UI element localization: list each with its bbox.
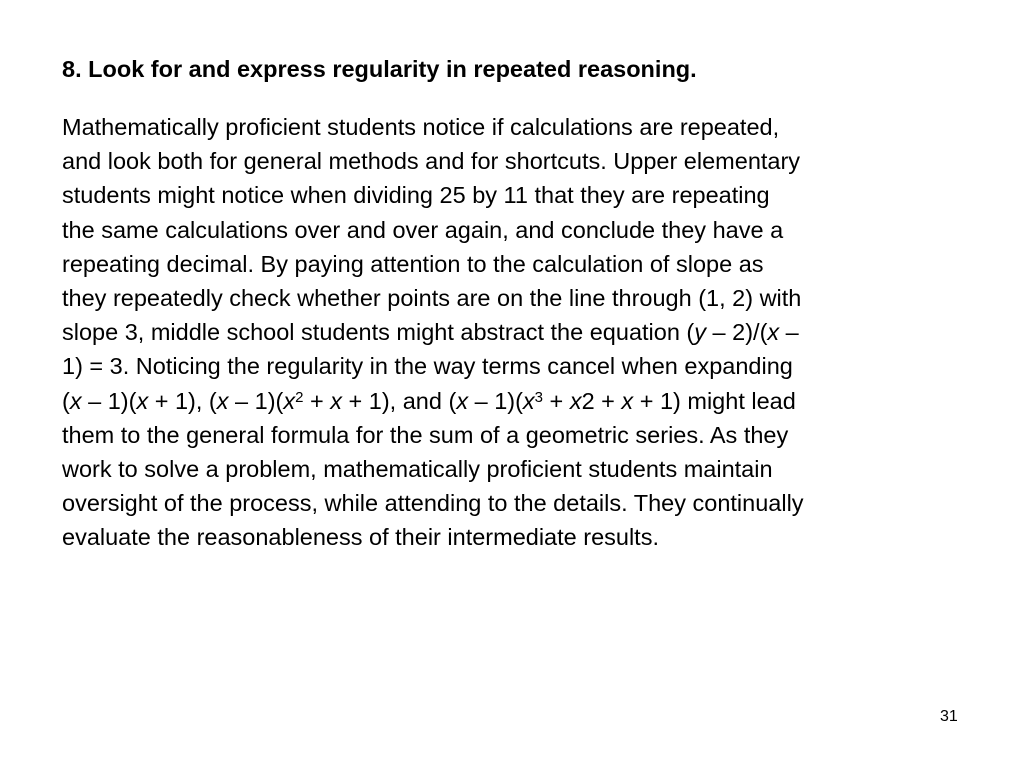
math-variable: x <box>522 387 535 414</box>
paragraph-line <box>62 110 972 144</box>
text-segment: Mathematically proficient students notice if calculations are repeated, <box>62 114 780 140</box>
text-segment: – 1)( <box>468 387 523 414</box>
text-segment: and look both for general methods and for shortcuts. Upper elementary <box>62 148 801 175</box>
math-variable: x <box>69 387 82 414</box>
text-segment: students might notice when dividing 25 by 11 that they are repeating <box>62 182 770 209</box>
text-segment: work to solve a problem, mathematically proficient students maintain <box>62 456 773 483</box>
paragraph-line <box>62 213 972 247</box>
text-segment: ( <box>62 387 70 414</box>
text-segment: the same calculations over and over again, and conclude they have a <box>62 216 784 243</box>
exponent: 3 <box>534 388 544 406</box>
text-segment: they repeatedly check whether points are on the line through (1, 2) with <box>62 285 802 312</box>
text-segment: 2 + <box>581 387 622 414</box>
text-segment: – 1)( <box>228 387 284 414</box>
paragraph-line <box>62 452 972 486</box>
math-variable: x <box>456 387 469 414</box>
page-number: 31 <box>940 708 958 725</box>
paragraph-line <box>62 247 972 281</box>
math-variable: x <box>216 387 229 414</box>
paragraph-line <box>62 486 972 520</box>
text-segment: slope 3, middle school students might abstract the equation ( <box>62 319 695 346</box>
body-paragraph <box>62 110 972 555</box>
paragraph-line <box>62 418 972 452</box>
text-segment: + 1) might lead <box>633 387 796 414</box>
paragraph-line <box>62 178 972 212</box>
text-segment: them to the general formula for the sum of a geometric series. As they <box>62 421 789 448</box>
paragraph-line <box>62 384 972 418</box>
text-segment: + <box>543 387 570 414</box>
math-variable: x <box>569 387 582 414</box>
text-segment: + 1), ( <box>148 387 217 414</box>
math-variable: x <box>330 387 342 414</box>
math-variable: x <box>767 319 780 346</box>
paragraph-line <box>62 144 972 178</box>
math-variable: y <box>694 319 707 346</box>
text-segment: evaluate the reasonableness of their intermediate results. <box>62 524 659 551</box>
text-segment: – 2)/( <box>706 319 768 346</box>
text-segment: – <box>779 319 799 346</box>
math-variable: x <box>283 387 296 414</box>
paragraph-line <box>62 281 972 315</box>
math-variable: x <box>136 387 149 414</box>
slide-heading: 8. Look for and express regularity in repeated reasoning. <box>62 56 697 82</box>
text-segment: + <box>303 387 331 414</box>
math-variable: x <box>621 387 634 414</box>
paragraph-line <box>62 315 972 349</box>
text-segment: + 1), and ( <box>342 387 457 414</box>
exponent: 2 <box>295 388 304 406</box>
text-segment: repeating decimal. By paying attention to the calculation of slope as <box>62 250 764 277</box>
text-segment: 1) = 3. Noticing the regularity in the way terms cancel when expanding <box>62 353 793 380</box>
paragraph-line <box>62 520 972 554</box>
text-segment: oversight of the process, while attending to the details. They continually <box>62 490 804 517</box>
paragraph-line <box>62 349 972 383</box>
text-segment: – 1)( <box>81 387 137 414</box>
